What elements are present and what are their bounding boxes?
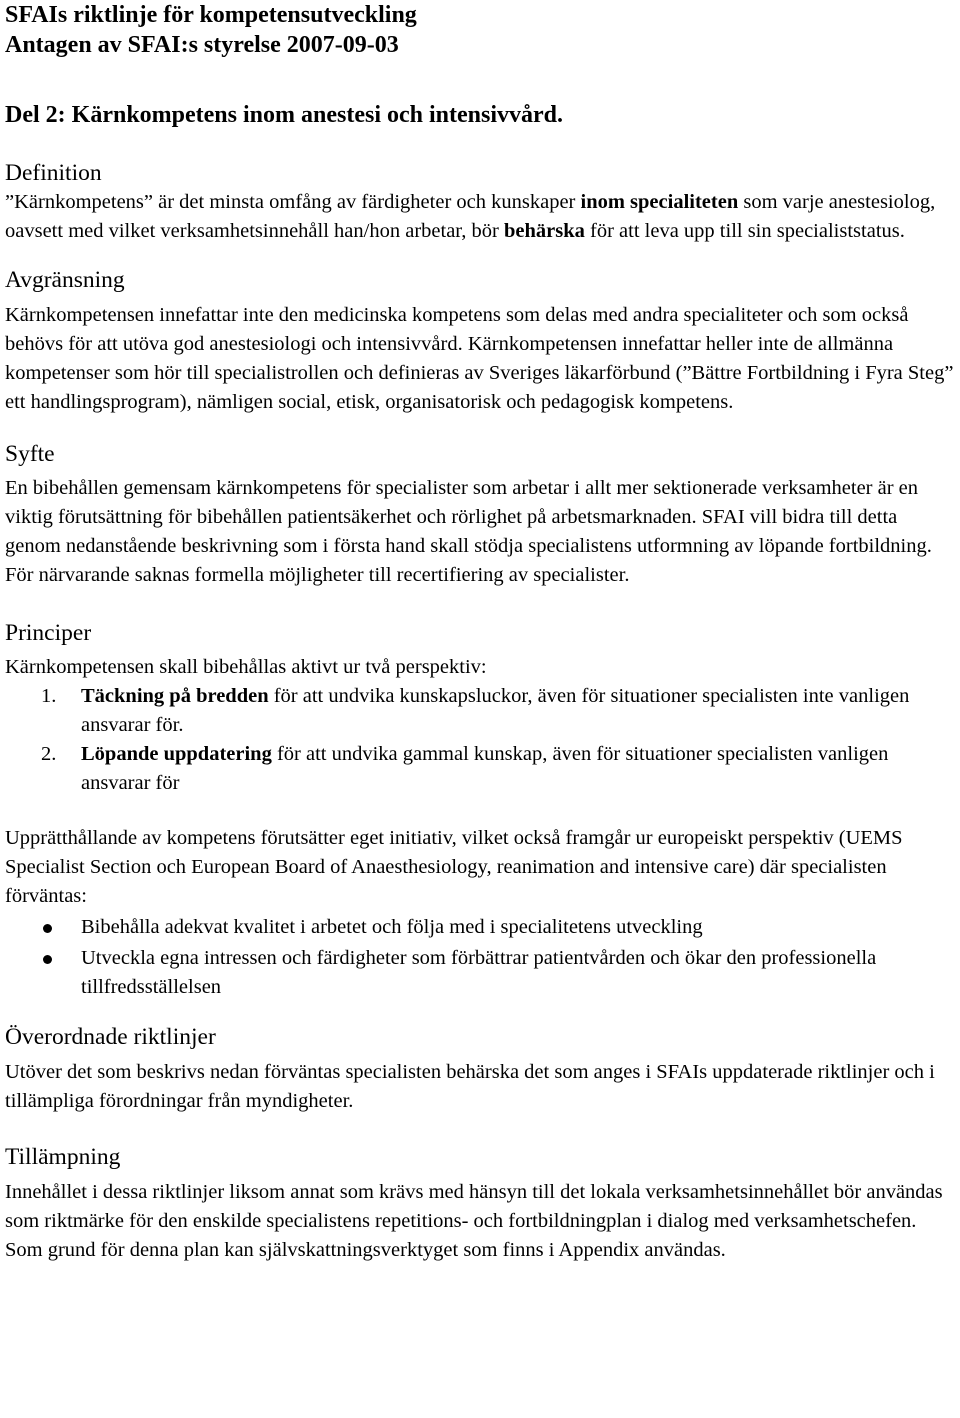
- list-item-text: för att undvika kunskapsluckor, även för situationer specialisten inte vanligen ansvarar för.: [81, 685, 910, 736]
- principer-heading: Principer: [5, 620, 92, 646]
- tillampning-heading: Tillämpning: [5, 1144, 121, 1170]
- tillampning-section: [5, 1142, 957, 1265]
- definition-bold-2: behärska: [504, 220, 585, 242]
- list-item-text: för att undvika gammal kunskap, även för situationer specialisten vanligen ansvarar för: [81, 743, 889, 794]
- avgransning-heading: Avgränsning: [5, 267, 125, 293]
- definition-section: [5, 158, 957, 246]
- list-item-bold: Löpande uppdatering: [81, 743, 272, 765]
- list-item-text: Utveckla egna intressen och färdigheter som förbättrar patientvården och ökar den professionella tillfredsställelsen: [81, 947, 877, 998]
- list-item: [5, 944, 957, 1002]
- bullet-icon: [43, 924, 52, 933]
- overordnade-heading: Överordnade riktlinjer: [5, 1024, 216, 1050]
- upprathallande-paragraph: Upprätthållande av kompetens förutsätter eget initiativ, vilket också framgår ur europeiskt perspektiv (UEMS Specialist Section och European Board of Anaesthesiology, reanimation and intensive care) där specialisten förväntas:: [5, 827, 903, 907]
- list-item-bold: Täckning på bredden: [81, 685, 269, 707]
- principer-section: [5, 618, 957, 798]
- tillampning-paragraph: Innehållet i dessa riktlinjer liksom annat som krävs med hänsyn till det lokala verksamhetsinnehållet bör användas som riktmärke för den enskilde specialistens repetitions- och fortbildningplan i dialog med verksamhetschefen.: [5, 1181, 943, 1232]
- tillampning-paragraph-2: Som grund för denna plan kan självskattningsverktyget som finns i Appendix användas.: [5, 1239, 726, 1261]
- avgransning-paragraph: Kärnkompetensen innefattar inte den medicinska kompetens som delas med andra specialiteter och som också behövs för att utöva god anestesiologi och intensivvård. Kärnkompetensen innefattar heller inte de allmänna kompetenser som hör till specialistrollen och definieras av Sveriges läkarförbund (”Bättre Fortbildning i Fyra Steg” ett handlingsprogram), nämligen social, etisk, organisatorisk och pedagogisk kompetens.: [5, 304, 954, 413]
- adoption-note: Antagen av SFAI:s styrelse 2007-09-03: [5, 32, 399, 58]
- part-title: Del 2: Kärnkompetens inom anestesi och intensivvård.: [5, 102, 563, 128]
- principer-list: [5, 682, 957, 798]
- list-item: [5, 740, 957, 798]
- document-page: [5, 0, 957, 1265]
- expectations-list: [5, 913, 957, 1002]
- list-item: [5, 913, 957, 942]
- definition-text-1: ”Kärnkompetens” är det minsta omfång av färdigheter och kunskaper: [5, 191, 581, 213]
- upprathallande-section: [5, 824, 957, 1002]
- definition-paragraph: [5, 188, 957, 246]
- document-title: SFAIs riktlinje för kompetensutveckling: [5, 2, 417, 28]
- list-item-number: 2.: [41, 743, 57, 765]
- principer-intro: Kärnkompetensen skall bibehållas aktivt ur två perspektiv:: [5, 656, 487, 678]
- list-item-text: Bibehålla adekvat kvalitet i arbetet och följa med i specialitetens utveckling: [81, 916, 703, 938]
- definition-text-3: för att leva upp till sin specialiststatus.: [584, 220, 905, 242]
- overordnade-section: [5, 1022, 957, 1116]
- list-item-number: 1.: [41, 685, 57, 707]
- syfte-paragraph: En bibehållen gemensam kärnkompetens för specialister som arbetar i allt mer sektionerade verksamheter är en viktig förutsättning för bibehållen patientsäkerhet och rörlighet på arbetsmarknaden. SFAI vill bidra till detta genom nedanstående beskrivning som i första hand skall stödja specialistens utformning av löpande fortbildning. För närvarande saknas formella möjligheter till recertifiering av specialister.: [5, 477, 932, 586]
- syfte-section: [5, 439, 957, 590]
- avgransning-section: [5, 265, 957, 417]
- list-item: [5, 682, 957, 740]
- bullet-icon: [43, 955, 52, 964]
- syfte-heading: Syfte: [5, 441, 55, 467]
- overordnade-paragraph: Utöver det som beskrivs nedan förväntas specialisten behärska det som anges i SFAIs uppdaterade riktlinjer och i tillämpliga förordningar från myndigheter.: [5, 1061, 935, 1112]
- definition-text-2: som varje anestesiolog, oavsett med vilket verksamhetsinnehåll han/hon arbetar, bör: [5, 191, 936, 242]
- document-header: [5, 0, 957, 130]
- definition-heading: Definition: [5, 160, 102, 186]
- definition-bold-1: inom specialiteten: [580, 191, 739, 213]
